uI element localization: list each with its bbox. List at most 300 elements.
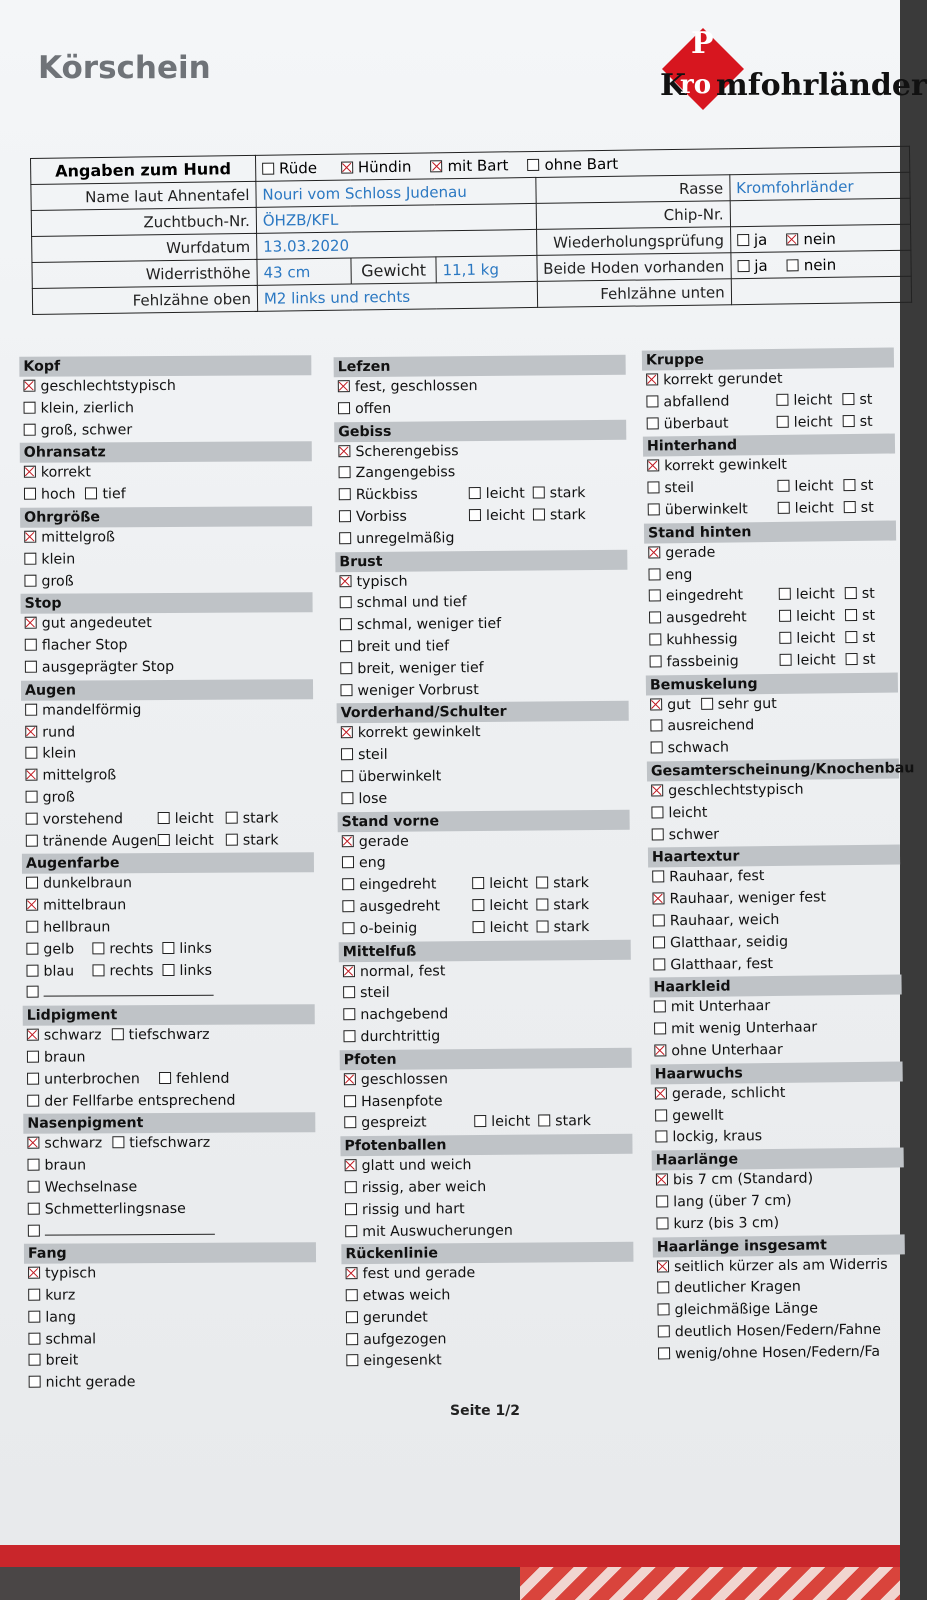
checkbox[interactable] xyxy=(536,877,548,889)
checkbox[interactable] xyxy=(29,1376,41,1388)
option-aufgezogen[interactable] xyxy=(342,1327,634,1351)
checkbox[interactable] xyxy=(28,1311,40,1323)
checkbox[interactable] xyxy=(657,1303,669,1315)
option-gespreizt[interactable] xyxy=(340,1111,632,1135)
checkbox[interactable] xyxy=(24,466,36,478)
option-breit-weniger-tief[interactable] xyxy=(336,656,628,680)
checkbox[interactable] xyxy=(845,631,857,643)
sub-option-fehlend[interactable] xyxy=(159,1068,230,1090)
checkbox[interactable] xyxy=(649,590,661,602)
wiederholung-option[interactable]: nein xyxy=(786,229,836,248)
checkbox[interactable] xyxy=(26,921,38,933)
checkbox[interactable] xyxy=(345,1159,357,1171)
sub-option-st[interactable] xyxy=(844,498,874,520)
checkbox[interactable] xyxy=(656,1217,668,1229)
option-fassbeinig[interactable] xyxy=(645,649,897,674)
option-lose[interactable] xyxy=(337,786,629,810)
sub-option-leicht[interactable] xyxy=(777,476,833,498)
checkbox[interactable] xyxy=(159,1072,171,1084)
checkbox[interactable] xyxy=(339,488,351,500)
sub-option-rechts[interactable] xyxy=(92,939,153,961)
option-fest-geschlossen[interactable] xyxy=(334,375,626,399)
checkbox[interactable] xyxy=(340,684,352,696)
checkbox[interactable] xyxy=(538,1115,550,1127)
checkbox[interactable] xyxy=(341,792,353,804)
checkbox[interactable] xyxy=(536,920,548,932)
option-deutlich-hosen-federn-fahne[interactable] xyxy=(654,1319,906,1344)
checkbox[interactable] xyxy=(23,380,35,392)
option-vorstehend[interactable] xyxy=(22,808,314,831)
option-mit-wenig-unterhaar[interactable] xyxy=(650,1017,902,1042)
option-schwarz[interactable] xyxy=(23,1133,315,1156)
checkbox[interactable] xyxy=(655,1131,667,1143)
checkbox[interactable] xyxy=(346,1289,358,1301)
checkbox[interactable] xyxy=(340,662,352,674)
option-abfallend[interactable] xyxy=(642,389,894,414)
checkbox[interactable] xyxy=(24,423,36,435)
checkbox[interactable] xyxy=(345,1203,357,1215)
option-geschlechtstypisch[interactable] xyxy=(647,778,899,803)
checkbox[interactable] xyxy=(649,612,661,624)
checkbox[interactable] xyxy=(339,575,351,587)
checkbox[interactable] xyxy=(647,460,659,472)
sub-option-st[interactable] xyxy=(845,606,875,628)
checkbox[interactable] xyxy=(780,654,792,666)
sub-option-stark[interactable] xyxy=(533,483,586,505)
option-blau[interactable] xyxy=(22,960,314,983)
checkbox[interactable] xyxy=(647,482,659,494)
sub-option-leicht[interactable] xyxy=(779,585,835,607)
option-klein[interactable] xyxy=(20,548,312,571)
checkbox[interactable] xyxy=(343,1030,355,1042)
beard-option[interactable]: ohne Bart xyxy=(527,154,618,173)
checkbox[interactable] xyxy=(338,402,350,414)
checkbox[interactable] xyxy=(344,1073,356,1085)
option-braun[interactable] xyxy=(23,1154,315,1177)
checkbox[interactable] xyxy=(158,812,170,824)
hoden-option[interactable]: ja xyxy=(737,256,768,274)
checkbox[interactable] xyxy=(162,963,174,975)
option-gut[interactable] xyxy=(646,692,898,717)
checkbox[interactable] xyxy=(24,488,36,500)
option-scherengebiss[interactable] xyxy=(334,439,626,463)
checkbox[interactable] xyxy=(345,1181,357,1193)
option-schwach[interactable] xyxy=(647,736,899,761)
checkbox[interactable] xyxy=(226,811,238,823)
option-mit-unterhaar[interactable] xyxy=(650,995,902,1020)
option-schmal[interactable] xyxy=(24,1328,316,1351)
option-ausgedreht[interactable] xyxy=(338,895,630,919)
checkbox[interactable] xyxy=(787,259,799,271)
sub-option-links[interactable] xyxy=(162,939,212,961)
option-kurz-bis-3-cm[interactable] xyxy=(652,1211,904,1236)
checkbox[interactable] xyxy=(340,640,352,652)
option-typisch[interactable] xyxy=(24,1263,316,1286)
checkbox[interactable] xyxy=(777,415,789,427)
option-kurz[interactable] xyxy=(24,1284,316,1307)
checkbox[interactable] xyxy=(112,1028,124,1040)
checkbox[interactable] xyxy=(653,958,665,970)
checkbox[interactable] xyxy=(24,531,36,543)
checkbox[interactable] xyxy=(657,1282,669,1294)
option-eingedreht[interactable] xyxy=(645,584,897,609)
option-flacher-stop[interactable] xyxy=(21,634,313,657)
checkbox[interactable] xyxy=(339,467,351,479)
option-ausgedreht[interactable] xyxy=(645,606,897,631)
checkbox[interactable] xyxy=(27,986,39,998)
sub-option-leicht[interactable] xyxy=(779,650,835,672)
sub-option-leicht[interactable] xyxy=(472,874,528,896)
checkbox[interactable] xyxy=(701,697,713,709)
option-hoch[interactable] xyxy=(20,483,312,506)
checkbox[interactable] xyxy=(646,373,658,385)
option-gelb[interactable] xyxy=(22,938,314,961)
checkbox[interactable] xyxy=(27,1051,39,1063)
option-uberwinkelt[interactable] xyxy=(337,765,629,789)
checkbox[interactable] xyxy=(28,1224,40,1236)
blank-line[interactable] xyxy=(45,1224,215,1235)
checkbox[interactable] xyxy=(338,380,350,392)
checkbox[interactable] xyxy=(26,834,38,846)
checkbox[interactable] xyxy=(25,661,37,673)
option-hasenpfote[interactable] xyxy=(340,1089,632,1113)
sub-option-leicht[interactable] xyxy=(158,809,214,831)
checkbox[interactable] xyxy=(29,1354,41,1366)
sub-option-leicht[interactable] xyxy=(469,484,525,506)
checkbox[interactable] xyxy=(27,1137,39,1149)
checkbox[interactable] xyxy=(26,877,38,889)
option-deutlicher-kragen[interactable] xyxy=(653,1276,905,1301)
option-lockig-kraus[interactable] xyxy=(651,1125,903,1150)
option-mittelgross[interactable] xyxy=(21,764,313,787)
checkbox[interactable] xyxy=(27,1072,39,1084)
option-gerundet[interactable] xyxy=(342,1306,634,1330)
option-gerade[interactable] xyxy=(644,540,896,565)
checkbox[interactable] xyxy=(27,1094,39,1106)
sub-option-st[interactable] xyxy=(845,650,875,672)
option-rauhaar-weich[interactable] xyxy=(649,908,901,933)
gewicht-field[interactable]: 11,1 kg xyxy=(436,255,537,282)
checkbox[interactable] xyxy=(346,1355,358,1367)
checkbox[interactable] xyxy=(341,770,353,782)
sub-option-leicht[interactable] xyxy=(472,896,528,918)
option-schmetterlingsnase[interactable] xyxy=(24,1198,316,1221)
checkbox[interactable] xyxy=(655,1087,667,1099)
option-mandelformig[interactable] xyxy=(21,699,313,722)
option-gewellt[interactable] xyxy=(651,1103,903,1128)
option-schmal-weniger-tief[interactable] xyxy=(336,613,628,637)
widerrist-field[interactable]: 43 cm xyxy=(257,258,352,285)
checkbox[interactable] xyxy=(92,942,104,954)
hoden-option[interactable]: nein xyxy=(787,255,837,274)
option-schwarz[interactable] xyxy=(23,1024,315,1047)
option-der-fellfarbe-entsprechend[interactable] xyxy=(23,1090,315,1113)
checkbox[interactable] xyxy=(430,160,442,172)
option-ausgepragter-stop[interactable] xyxy=(21,656,313,679)
zuchtbuch-field[interactable]: ÖHZB/KFL xyxy=(256,203,536,233)
sub-option-leicht[interactable] xyxy=(779,606,835,628)
sub-option-links[interactable] xyxy=(162,960,212,982)
sub-option-st[interactable] xyxy=(843,476,873,498)
checkbox[interactable] xyxy=(25,769,37,781)
checkbox[interactable] xyxy=(776,394,788,406)
checkbox[interactable] xyxy=(779,588,791,600)
wurfdatum-field[interactable]: 13.03.2020 xyxy=(256,229,536,259)
sub-option-stark[interactable] xyxy=(226,808,279,830)
checkbox[interactable] xyxy=(25,617,37,629)
gender-option[interactable]: Rüde xyxy=(262,158,317,177)
option-korrekt-gewinkelt[interactable] xyxy=(337,721,629,745)
option-rissig-und-hart[interactable] xyxy=(341,1197,633,1221)
gender-option[interactable]: Hündin xyxy=(341,157,412,176)
checkbox[interactable] xyxy=(342,856,354,868)
checkbox[interactable] xyxy=(843,415,855,427)
option-schwer[interactable] xyxy=(648,822,900,847)
option-geschlossen[interactable] xyxy=(340,1067,632,1091)
option-mittelgross[interactable] xyxy=(20,526,312,549)
checkbox[interactable] xyxy=(651,784,663,796)
checkbox[interactable] xyxy=(341,748,353,760)
option-blank[interactable] xyxy=(23,982,315,1005)
option-lang[interactable] xyxy=(24,1306,316,1329)
option-unterbrochen[interactable] xyxy=(23,1068,315,1091)
checkbox[interactable] xyxy=(345,1225,357,1237)
checkbox[interactable] xyxy=(162,942,174,954)
checkbox[interactable] xyxy=(842,393,854,405)
checkbox[interactable] xyxy=(338,445,350,457)
checkbox[interactable] xyxy=(845,587,857,599)
fehl-oben-field[interactable]: M2 links und rechts xyxy=(257,281,537,311)
checkbox[interactable] xyxy=(26,899,38,911)
option-o-beinig[interactable] xyxy=(338,916,630,940)
checkbox[interactable] xyxy=(25,639,37,651)
checkbox[interactable] xyxy=(657,1260,669,1272)
checkbox[interactable] xyxy=(843,479,855,491)
checkbox[interactable] xyxy=(653,936,665,948)
option-uberwinkelt[interactable] xyxy=(644,497,896,522)
checkbox[interactable] xyxy=(536,898,548,910)
sub-option-st[interactable] xyxy=(842,390,872,412)
checkbox[interactable] xyxy=(262,162,274,174)
sub-option-stark[interactable] xyxy=(226,830,279,852)
option-schmal-und-tief[interactable] xyxy=(336,591,628,615)
checkbox[interactable] xyxy=(533,487,545,499)
checkbox[interactable] xyxy=(658,1325,670,1337)
checkbox[interactable] xyxy=(651,742,663,754)
option-steil[interactable] xyxy=(643,476,895,501)
checkbox[interactable] xyxy=(343,965,355,977)
option-seitlich-kurzer-als-am-widerris[interactable] xyxy=(653,1254,905,1279)
checkbox[interactable] xyxy=(648,503,660,515)
option-bis-7-cm-standard[interactable] xyxy=(652,1168,904,1193)
checkbox[interactable] xyxy=(651,806,663,818)
checkbox[interactable] xyxy=(26,964,38,976)
checkbox[interactable] xyxy=(342,878,354,890)
checkbox[interactable] xyxy=(786,233,798,245)
option-gross[interactable] xyxy=(20,570,312,593)
checkbox[interactable] xyxy=(226,833,238,845)
sub-option-leicht[interactable] xyxy=(472,917,528,939)
sub-option-leicht[interactable] xyxy=(776,390,832,412)
sub-option-leicht[interactable] xyxy=(779,628,835,650)
option-weniger-vorbrust[interactable] xyxy=(336,678,628,702)
rasse-field[interactable]: Kromfohrländer xyxy=(730,172,911,201)
checkbox[interactable] xyxy=(845,609,857,621)
checkbox[interactable] xyxy=(472,877,484,889)
checkbox[interactable] xyxy=(24,574,36,586)
sub-option-st[interactable] xyxy=(845,628,875,650)
checkbox[interactable] xyxy=(647,417,659,429)
option-gut-angedeutet[interactable] xyxy=(21,613,313,636)
sub-option-stark[interactable] xyxy=(536,895,589,917)
checkbox[interactable] xyxy=(650,655,662,667)
option-gross[interactable] xyxy=(22,786,314,809)
option-steil[interactable] xyxy=(339,981,631,1005)
checkbox[interactable] xyxy=(25,747,37,759)
option-korrekt[interactable] xyxy=(20,462,312,485)
checkbox[interactable] xyxy=(646,395,658,407)
name-field[interactable]: Nouri vom Schloss Judenau xyxy=(256,177,536,207)
option-geschlechtstypisch[interactable] xyxy=(19,375,311,398)
option-glatt-und-weich[interactable] xyxy=(341,1154,633,1178)
option-rund[interactable] xyxy=(21,721,313,744)
checkbox[interactable] xyxy=(648,546,660,558)
chip-field[interactable] xyxy=(730,198,911,227)
checkbox[interactable] xyxy=(655,1109,667,1121)
checkbox[interactable] xyxy=(344,1095,356,1107)
sub-option-leicht[interactable] xyxy=(469,506,525,528)
checkbox[interactable] xyxy=(654,1044,666,1056)
option-gerade[interactable] xyxy=(338,829,630,853)
option-glatthaar-seidig[interactable] xyxy=(649,930,901,955)
option-klein[interactable] xyxy=(21,743,313,766)
checkbox[interactable] xyxy=(846,653,858,665)
option-ohne-unterhaar[interactable] xyxy=(650,1038,902,1063)
option-steil[interactable] xyxy=(337,743,629,767)
option-kuhhessig[interactable] xyxy=(645,627,897,652)
option-wenig-ohne-hosen-federn-fa[interactable] xyxy=(654,1341,906,1366)
checkbox[interactable] xyxy=(533,508,545,520)
checkbox[interactable] xyxy=(779,632,791,644)
checkbox[interactable] xyxy=(737,233,749,245)
checkbox[interactable] xyxy=(346,1311,358,1323)
option-offen[interactable] xyxy=(334,397,626,421)
checkbox[interactable] xyxy=(652,828,664,840)
checkbox[interactable] xyxy=(527,158,539,170)
option-unregelmassig[interactable] xyxy=(335,527,627,551)
checkbox[interactable] xyxy=(474,1115,486,1127)
option-fest-und-gerade[interactable] xyxy=(341,1262,633,1286)
checkbox[interactable] xyxy=(158,834,170,846)
option-mit-auswucherungen[interactable] xyxy=(341,1219,633,1243)
checkbox[interactable] xyxy=(346,1333,358,1345)
checkbox[interactable] xyxy=(26,942,38,954)
checkbox[interactable] xyxy=(650,698,662,710)
checkbox[interactable] xyxy=(112,1137,124,1149)
option-glatthaar-fest[interactable] xyxy=(649,952,901,977)
checkbox[interactable] xyxy=(24,401,36,413)
option-eng[interactable] xyxy=(338,851,630,875)
checkbox[interactable] xyxy=(27,1029,39,1041)
sub-option-st[interactable] xyxy=(845,584,875,606)
checkbox[interactable] xyxy=(85,488,97,500)
checkbox[interactable] xyxy=(650,720,662,732)
checkbox[interactable] xyxy=(24,552,36,564)
option-nachgebend[interactable] xyxy=(339,1003,631,1027)
checkbox[interactable] xyxy=(656,1195,668,1207)
option-gleichmassige-lange[interactable] xyxy=(653,1298,905,1323)
checkbox[interactable] xyxy=(25,725,37,737)
checkbox[interactable] xyxy=(341,161,353,173)
option-ruckbiss[interactable] xyxy=(335,483,627,507)
option-tranende-augen[interactable] xyxy=(22,830,314,853)
option-gross-schwer[interactable] xyxy=(20,419,312,442)
sub-option-stark[interactable] xyxy=(536,917,589,939)
checkbox[interactable] xyxy=(344,1116,356,1128)
checkbox[interactable] xyxy=(844,501,856,513)
checkbox[interactable] xyxy=(648,568,660,580)
checkbox[interactable] xyxy=(649,633,661,645)
option-wechselnase[interactable] xyxy=(24,1176,316,1199)
option-typisch[interactable] xyxy=(335,569,627,593)
option-zangengebiss[interactable] xyxy=(335,461,627,485)
checkbox[interactable] xyxy=(778,502,790,514)
option-gerade-schlicht[interactable] xyxy=(651,1081,903,1106)
option-durchtrittig[interactable] xyxy=(339,1025,631,1049)
checkbox[interactable] xyxy=(341,726,353,738)
option-eingedreht[interactable] xyxy=(338,873,630,897)
option-ausreichend[interactable] xyxy=(646,714,898,739)
option-klein-zierlich[interactable] xyxy=(20,397,312,420)
option-vorbiss[interactable] xyxy=(335,505,627,529)
checkbox[interactable] xyxy=(340,597,352,609)
option-braun[interactable] xyxy=(23,1046,315,1069)
checkbox[interactable] xyxy=(653,914,665,926)
fehl-unten-field[interactable] xyxy=(731,276,912,305)
checkbox[interactable] xyxy=(656,1173,668,1185)
sub-option-leicht[interactable] xyxy=(778,498,834,520)
checkbox[interactable] xyxy=(343,1008,355,1020)
sub-option-stark[interactable] xyxy=(538,1111,591,1133)
option-korrekt-gerundet[interactable] xyxy=(642,367,894,392)
checkbox[interactable] xyxy=(28,1181,40,1193)
sub-option-st[interactable] xyxy=(843,411,873,433)
checkbox[interactable] xyxy=(339,532,351,544)
checkbox[interactable] xyxy=(654,1022,666,1034)
sub-option-leicht[interactable] xyxy=(158,830,214,852)
checkbox[interactable] xyxy=(652,871,664,883)
checkbox[interactable] xyxy=(339,510,351,522)
option-breit-und-tief[interactable] xyxy=(336,635,628,659)
sub-option-rechts[interactable] xyxy=(92,961,153,983)
option-korrekt-gewinkelt[interactable] xyxy=(643,454,895,479)
sub-option-stark[interactable] xyxy=(536,873,589,895)
checkbox[interactable] xyxy=(92,964,104,976)
sub-option-leicht[interactable] xyxy=(777,412,833,434)
checkbox[interactable] xyxy=(28,1289,40,1301)
checkbox[interactable] xyxy=(340,618,352,630)
option-breit[interactable] xyxy=(24,1350,316,1373)
sub-option-leicht[interactable] xyxy=(474,1112,530,1134)
checkbox[interactable] xyxy=(28,1332,40,1344)
checkbox[interactable] xyxy=(342,835,354,847)
option-etwas-weich[interactable] xyxy=(342,1284,634,1308)
option-leicht[interactable] xyxy=(647,800,899,825)
checkbox[interactable] xyxy=(469,487,481,499)
checkbox[interactable] xyxy=(737,259,749,271)
checkbox[interactable] xyxy=(25,703,37,715)
option-eng[interactable] xyxy=(644,562,896,587)
